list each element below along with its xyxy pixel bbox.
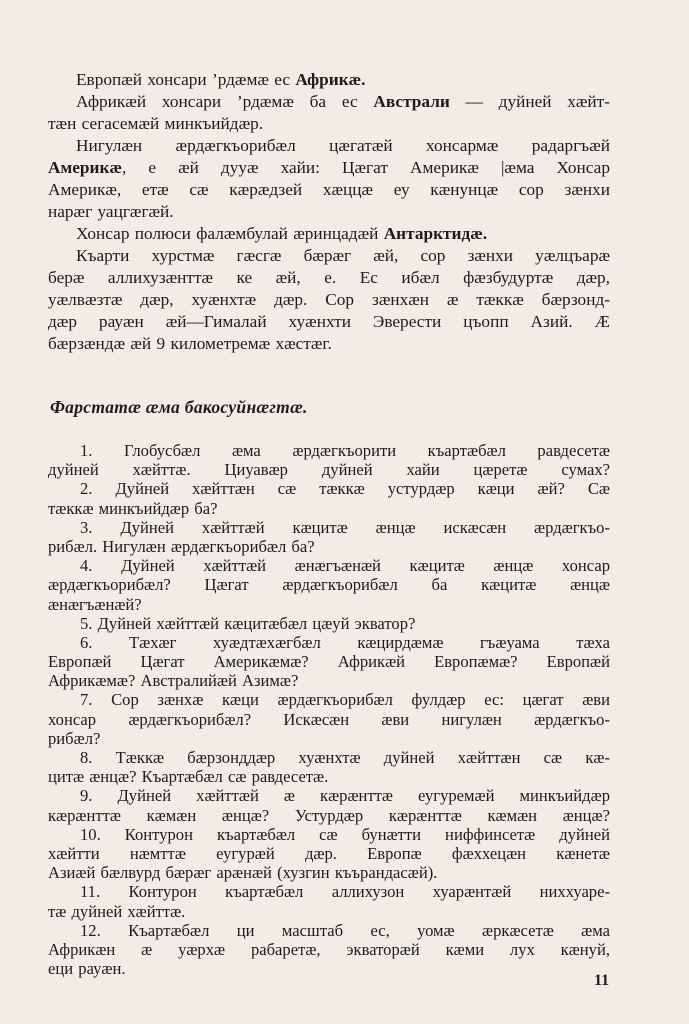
bold-term: Антарктидæ.: [383, 224, 488, 243]
question-line: хæйтти нæмттæ еугурæй дæр. Европæ фæххецæн кæнетæ: [48, 843, 610, 863]
text-run: дæр рауæн æй—Гималай хуæнхти Эверести цъопп Азий. Æ: [48, 312, 610, 331]
question-line: рибæл?: [48, 728, 101, 748]
text-line: [48, 157, 610, 179]
question-line: тæккæ минкъийдæр ба?: [48, 498, 218, 518]
text-run: Нигулæн æрдæгкъорибæл цæгатæй хонсармæ радаргъæй: [76, 136, 610, 155]
page-number: 11: [594, 972, 610, 989]
text-line: [48, 135, 610, 157]
question-line: æнæгъæнæй?: [48, 594, 142, 614]
question-line: цитæ æнцæ? Къартæбæл сæ равдесетæ.: [48, 767, 329, 787]
question-line: дуйней хæйттæ. Циуавæр дуйней хайи цæретæ сумах?: [48, 460, 610, 480]
question-line: 5. Дуйней хæйттæй кæцитæбæл цæуй экватор?: [80, 613, 416, 633]
text-run: нарæг уацгæгæй.: [48, 202, 174, 221]
text-run: Къарти хурстмæ гæсгæ бæрæг æй, сор зæнхи уæлцъарæ: [76, 246, 610, 265]
questions-list: [48, 441, 610, 978]
text-line: [48, 91, 610, 113]
question-line: 3. Дуйней хæйттæй кæцитæ æнцæ искæсæн æрдæгкъо-: [80, 517, 610, 537]
question-line: 1. Глобусбæл æма æрдæгкъорити къартæбæл равдесетæ: [80, 441, 610, 460]
text-line: [48, 179, 610, 201]
text-line: [48, 289, 610, 311]
text-run: тæн сегасемæй минкъийдæр.: [48, 114, 264, 133]
question-line: 2. Дуйней хæйттæн сæ тæккæ устурдæр кæци æй? Сæ: [80, 479, 610, 499]
text-line: [48, 245, 610, 267]
question-line: Африкæмæ? Австралийæй Азимæ?: [48, 671, 299, 691]
text-line: [48, 113, 610, 135]
question-line: 4. Дуйней хæйттæй æнæгъæнæй кæцитæ æнцæ хонсар: [80, 556, 610, 576]
text-line: [48, 201, 610, 223]
question-line: Европæй Цæгат Америкæмæ? Африкæй Европæмæ? Европæй: [48, 652, 610, 672]
question-line: Азиæй бæлвурд бæрæг арæнæй (хузгин къърандасæй).: [48, 863, 438, 883]
question-line: тæ дуйней хæйттæ.: [48, 901, 186, 921]
question-line: кæрæнттæ кæмæн æнцæ? Устурдæр кæрæнттæ кæмæн æнцæ?: [48, 805, 610, 825]
question-line: 11. Контурон къартæбæл аллихузон хуарæнтæй ниххуаре-: [80, 882, 610, 902]
bold-term: Африкæ.: [295, 70, 366, 89]
bold-term: Австрали: [373, 92, 450, 111]
text-line: [48, 311, 610, 333]
question-line: æрдæгкъорибæл? Цæгат æрдæгкъорибæл ба кæцитæ æнцæ: [48, 575, 610, 595]
question-line: еци рауæн.: [48, 959, 126, 979]
question-line: 6. Тæхæг хуæдтæхæгбæл кæцирдæмæ гъæуама тæха: [80, 632, 610, 652]
text-line: [48, 69, 610, 91]
body-text: [48, 69, 610, 355]
text-run: Америкæ, етæ сæ кæрæдзей хæццæ еу кæнунцæ сор зæнхи: [48, 180, 610, 199]
text-run: уæлвæзтæ дæр, хуæнхтæ дæр. Сор зæнхæн æ тæккæ бæрзонд-: [48, 290, 610, 309]
text-line: [48, 333, 610, 355]
question-line: 7. Сор зæнхæ кæци æрдæгкъорибæл фулдæр ес: цæгат æви: [80, 690, 610, 710]
question-line: 8. Тæккæ бæрзонддæр хуæнхтæ дуйней хæйттæн сæ кæ-: [80, 748, 610, 767]
question-line: 9. Дуйней хæйттæй æ кæрæнттæ еугуремæй минкъийдæр: [80, 786, 610, 806]
text-line: [48, 267, 610, 289]
text-run: — дуйней хæйт-: [449, 92, 610, 111]
question-line: 10. Контурон къартæбæл сæ бунæтти ниффинсетæ дуйней: [80, 824, 610, 844]
text-run: берæ аллихузæнттæ ке æй, е. Ес ибæл фæзбудуртæ дæр,: [48, 268, 610, 287]
section-title: Фарстатæ æма бакосуйнæгтæ.: [50, 397, 308, 417]
bold-term: Америкæ: [48, 158, 122, 177]
text-run: Европæй хонсари ’рдæмæ ес: [76, 70, 296, 89]
text-run: , е æй дууæ хайи: Цæгат Америкæ |æма Хонсар: [121, 158, 610, 177]
question-line: хонсар æрдæгкъорибæл? Искæсæн æви нигулæн æрдæгкъо-: [48, 709, 610, 729]
text-run: Африкæй хонсари ’рдæмæ ба ес: [76, 92, 374, 111]
text-run: Хонсар полюси фалæмбулай æринцадæй: [76, 224, 384, 243]
question-line: рибæл. Нигулæн æрдæгкъорибæл ба?: [48, 536, 315, 556]
question-line: 12. Къартæбæл ци масштаб ес, уомæ æркæсетæ æма: [80, 920, 610, 940]
text-run: бæрзæндæ æй 9 километремæ хæстæг.: [48, 334, 332, 353]
question-line: Африкæн æ уæрхæ рабаретæ, экваторæй кæми лух кæнуй,: [48, 939, 610, 959]
text-line: [48, 223, 610, 245]
